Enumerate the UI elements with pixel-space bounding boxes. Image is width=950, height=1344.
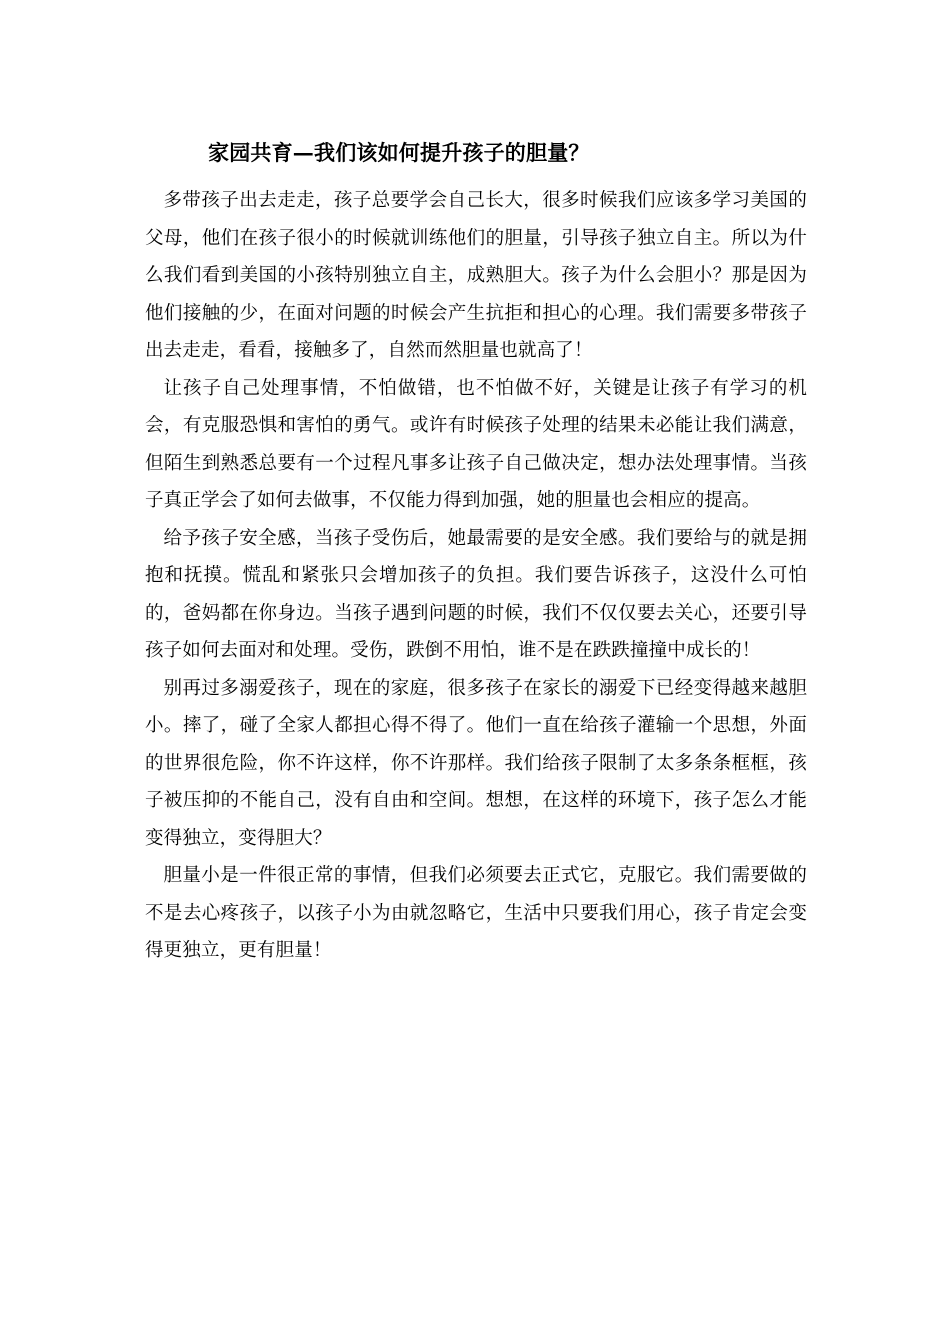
paragraph-4: 别再过多溺爱孩子，现在的家庭，很多孩子在家长的溺爱下已经变得越来越胆小。摔了，碰了全家人都担心得不得了。他们一直在给孩子灌输一个思想，外面的世界很危险，你不许这样，你不许那样。我们给孩子限制了太多条条框框，孩子被压抑的不能自己，没有自由和空间。想想，在这样的环境下，孩子怎么才能变得独立，变得胆大？ — [145, 677, 807, 849]
paragraph-2: 让孩子自己处理事情，不怕做错，也不怕做不好，关键是让孩子有学习的机会，有克服恐惧和害怕的勇气。或许有时候孩子处理的结果未必能让我们满意，但陌生到熟悉总要有一个过程凡事多让孩子自己做决定，想办法处理事情。当孩子真正学会了如何去做事，不仅能力得到加强，她的胆量也会相应的提高。 — [145, 377, 807, 511]
document-title: 家园共育—我们该如何提升孩子的胆量？ — [208, 140, 590, 165]
paragraph-3: 给予孩子安全感，当孩子受伤后，她最需要的是安全感。我们要给与的就是拥抱和抚摸。慌乱和紧张只会增加孩子的负担。我们要告诉孩子，这没什么可怕的，爸妈都在你身边。当孩子遇到问题的时候，我们不仅仅要去关心，还要引导孩子如何去面对和处理。受伤，跌倒不用怕，谁不是在跌跌撞撞中成长的！ — [145, 527, 807, 661]
paragraph-1: 多带孩子出去走走，孩子总要学会自己长大，很多时候我们应该多学习美国的父母，他们在孩子很小的时候就训练他们的胆量，引导孩子独立自主。所以为什么我们看到美国的小孩特别独立自主，成熟胆大。孩子为什么会胆小？那是因为他们接触的少，在面对问题的时候会产生抗拒和担心的心理。我们需要多带孩子出去走走，看看，接触多了，自然而然胆量也就高了！ — [145, 190, 807, 361]
paragraph-5: 胆量小是一件很正常的事情，但我们必须要去正式它，克服它。我们需要做的不是去心疼孩子，以孩子小为由就忽略它，生活中只要我们用心，孩子肯定会变得更独立，更有胆量！ — [145, 865, 807, 961]
document-body — [145, 182, 807, 970]
